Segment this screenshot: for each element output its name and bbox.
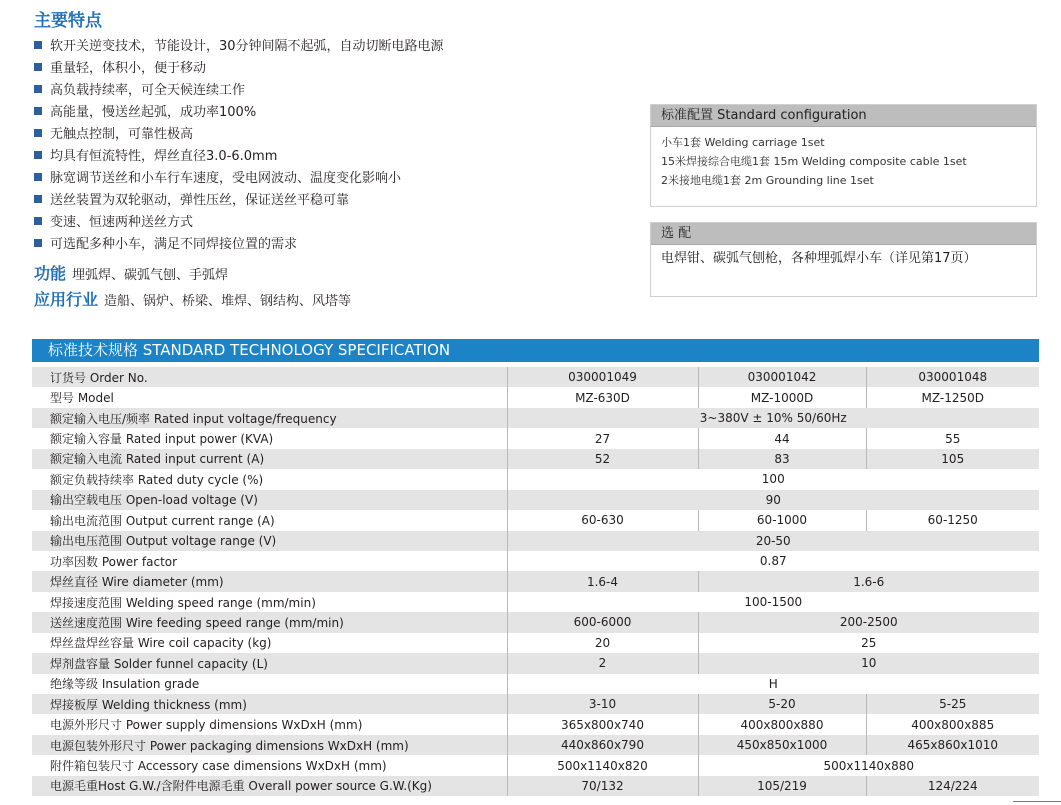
spec-table [32,367,1039,796]
spec-value: 60-1250 [866,510,1039,530]
spec-title: 标准技术规格 STANDARD TECHNOLOGY SPECIFICATION [32,339,1039,362]
spec-value: 1.6-4 [507,571,698,591]
feature-item: 变速、恒速两种送丝方式 [34,212,444,234]
function-line [34,261,228,284]
spec-value: 600-6000 [507,612,698,632]
spec-value: 90 [507,490,1039,510]
spec-label: 电源包装外形尺寸 Power packaging dimensions WxDxH (mm) [32,735,507,755]
spec-value: H [507,674,1039,694]
table-row [32,653,1039,673]
spec-label: 型号 Model [32,387,507,407]
standard-config-item: 2米接地电缆1套 2m Grounding line 1set [661,174,874,187]
square-bullet-icon [34,151,42,159]
optional-box [650,222,1037,297]
feature-item: 无触点控制，可靠性极高 [34,124,444,146]
spec-value: 27 [507,428,698,448]
table-row [32,428,1039,448]
square-bullet-icon [34,41,42,49]
spec-value: 105 [866,449,1039,469]
industry-line [34,287,351,310]
spec-value: 500x1140x820 [507,755,698,775]
spec-value: 3~380V ± 10% 50/60Hz [507,408,1039,428]
feature-item: 脉宽调节送丝和小车行车速度，受电网波动、温度变化影响小 [34,168,444,190]
table-row [32,633,1039,653]
feature-item: 可选配多种小车，满足不同焊接位置的需求 [34,234,444,256]
spec-value: 365x800x740 [507,714,698,734]
spec-label: 功率因数 Power factor [32,551,507,571]
spec-label: 输出空载电压 Open-load voltage (V) [32,490,507,510]
standard-config-title: 标准配置 Standard configuration [651,105,1036,127]
standard-config-box [650,104,1037,207]
table-row [32,571,1039,591]
spec-label: 输出电压范围 Output voltage range (V) [32,531,507,551]
table-row [32,714,1039,734]
spec-value: 400x800x885 [866,714,1039,734]
table-row [32,469,1039,489]
spec-value: 83 [698,449,866,469]
features-list [34,36,444,256]
square-bullet-icon [34,195,42,203]
spec-label: 额定负载持续率 Rated duty cycle (%) [32,469,507,489]
feature-item: 高能量，慢送丝起弧，成功率100% [34,102,444,124]
square-bullet-icon [34,107,42,115]
table-row [32,755,1039,775]
table-row [32,776,1039,796]
spec-label: 送丝速度范围 Wire feeding speed range (mm/min) [32,612,507,632]
spec-label: 额定输入电流 Rated input current (A) [32,449,507,469]
spec-value: 1.6-6 [698,571,1039,591]
spec-value: 2 [507,653,698,673]
table-row [32,367,1039,387]
bottom-rule [1013,801,1061,802]
square-bullet-icon [34,63,42,71]
spec-label: 电源毛重Host G.W./含附件电源毛重 Overall power source G.W.(Kg) [32,776,507,796]
spec-value: 60-1000 [698,510,866,530]
standard-config-item: 小车1套 Welding carriage 1set [661,136,825,149]
spec-value: MZ-1250D [866,387,1039,407]
spec-value: 5-25 [866,694,1039,714]
square-bullet-icon [34,85,42,93]
spec-value: MZ-630D [507,387,698,407]
table-row [32,592,1039,612]
square-bullet-icon [34,173,42,181]
spec-value: 105/219 [698,776,866,796]
table-row [32,674,1039,694]
spec-value: MZ-1000D [698,387,866,407]
table-row [32,735,1039,755]
spec-value: 030001042 [698,367,866,387]
feature-item: 重量轻，体积小，便于移动 [34,58,444,80]
table-row [32,694,1039,714]
spec-value: 200-2500 [698,612,1039,632]
optional-title: 选 配 [651,223,1036,245]
spec-label: 额定输入电压/频率 Rated input voltage/frequency [32,408,507,428]
optional-text: 电焊钳、碳弧气刨枪，各种埋弧焊小车（详见第17页） [661,251,977,266]
spec-value: 030001049 [507,367,698,387]
spec-value: 20-50 [507,531,1039,551]
table-row [32,387,1039,407]
spec-value: 5-20 [698,694,866,714]
spec-label: 电源外形尺寸 Power supply dimensions WxDxH (mm) [32,714,507,734]
spec-value: 52 [507,449,698,469]
spec-value: 124/224 [866,776,1039,796]
spec-value: 25 [698,633,1039,653]
spec-value: 030001048 [866,367,1039,387]
feature-item: 均具有恒流特性，焊丝直径3.0-6.0mm [34,146,444,168]
table-row [32,490,1039,510]
spec-value: 10 [698,653,1039,673]
spec-label: 附件箱包装尺寸 Accessory case dimensions WxDxH (mm) [32,755,507,775]
spec-label: 绝缘等级 Insulation grade [32,674,507,694]
function-label: 功能 [34,264,67,283]
spec-label: 焊丝直径 Wire diameter (mm) [32,571,507,591]
feature-item: 送丝装置为双轮驱动，弹性压丝，保证送丝平稳可靠 [34,190,444,212]
industry-label: 应用行业 [34,290,99,309]
function-value: 埋弧焊、碳弧气刨、手弧焊 [72,268,229,283]
spec-label: 焊剂盘容量 Solder funnel capacity (L) [32,653,507,673]
spec-label: 焊丝盘焊丝容量 Wire coil capacity (kg) [32,633,507,653]
spec-label: 焊接速度范围 Welding speed range (mm/min) [32,592,507,612]
table-row [32,551,1039,571]
table-row [32,510,1039,530]
spec-value: 440x860x790 [507,735,698,755]
spec-value: 400x800x880 [698,714,866,734]
feature-item: 高负载持续率，可全天候连续工作 [34,80,444,102]
standard-config-item: 15米焊接综合电缆1套 15m Welding composite cable 1set [661,155,967,168]
spec-value: 70/132 [507,776,698,796]
square-bullet-icon [34,239,42,247]
spec-label: 焊接板厚 Welding thickness (mm) [32,694,507,714]
spec-value: 20 [507,633,698,653]
table-row [32,449,1039,469]
spec-value: 100-1500 [507,592,1039,612]
industry-value: 造船、锅炉、桥梁、堆焊、钢结构、风塔等 [104,294,352,309]
spec-value: 55 [866,428,1039,448]
spec-value: 3-10 [507,694,698,714]
spec-label: 输出电流范围 Output current range (A) [32,510,507,530]
square-bullet-icon [34,217,42,225]
spec-value: 60-630 [507,510,698,530]
spec-value: 44 [698,428,866,448]
spec-value: 0.87 [507,551,1039,571]
spec-label: 额定输入容量 Rated input power (KVA) [32,428,507,448]
table-row [32,612,1039,632]
table-row [32,408,1039,428]
spec-value: 500x1140x880 [698,755,1039,775]
features-title: 主要特点 [34,11,102,31]
table-row [32,531,1039,551]
feature-item: 软开关逆变技术，节能设计，30分钟间隔不起弧，自动切断电路电源 [34,36,444,58]
spec-label: 订货号 Order No. [32,367,507,387]
spec-value: 465x860x1010 [866,735,1039,755]
spec-value: 100 [507,469,1039,489]
square-bullet-icon [34,129,42,137]
spec-value: 450x850x1000 [698,735,866,755]
